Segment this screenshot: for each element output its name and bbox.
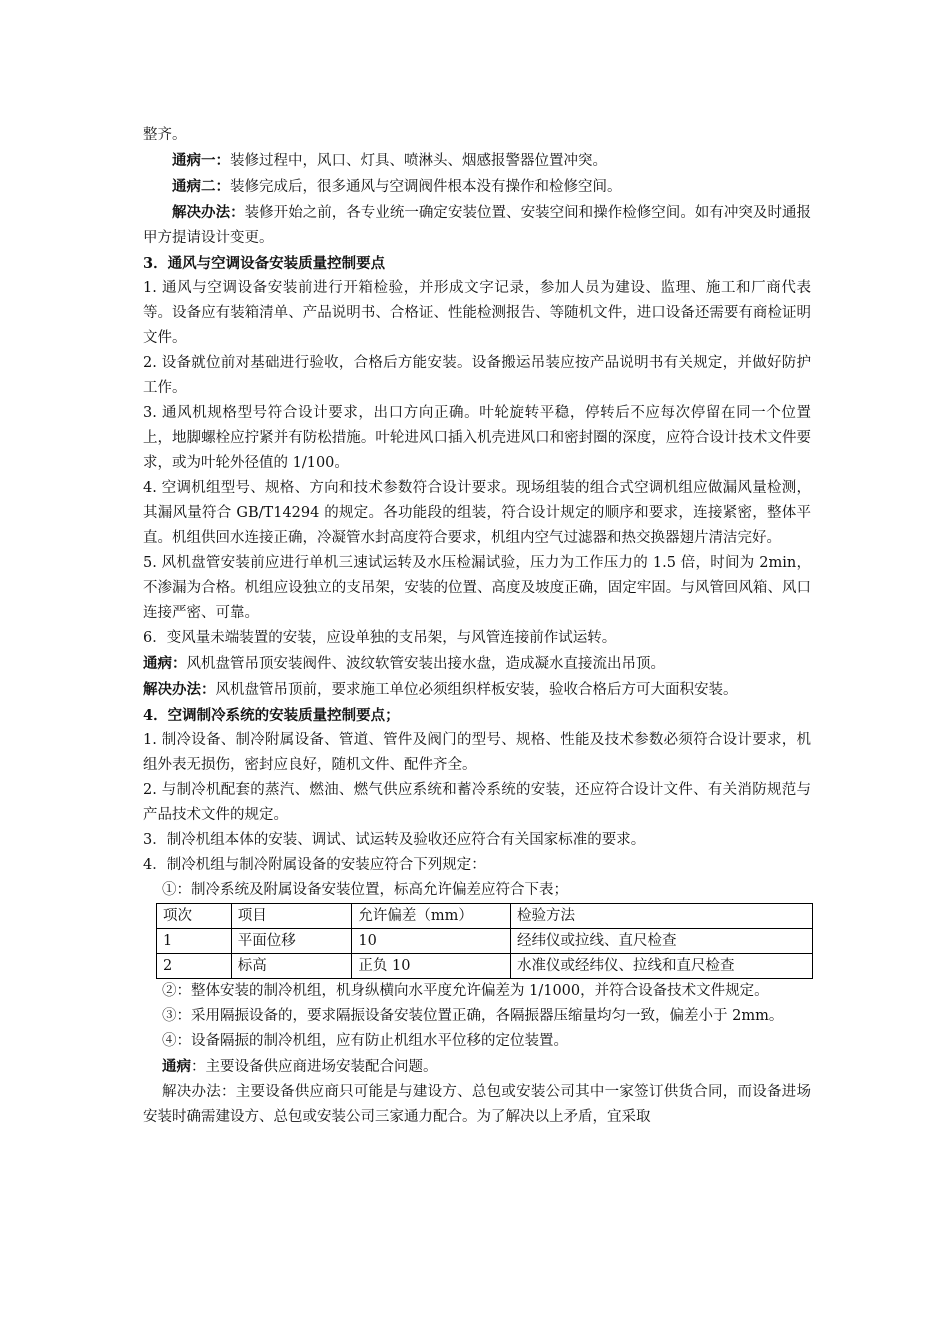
section-4-solution: 解决办法：主要设备供应商只可能是与建设方、总包或安装公司其中一家签订供货合同，而设备进场安装时确需建设方、总包或安装公司三家通力配合。为了解决以上矛盾，宜采取 xyxy=(143,1084,811,1125)
section-4-issue-text: ：主要设备供应商进场安装配合问题。 xyxy=(191,1059,438,1075)
section-3-item-2: 2. 设备就位前对基础进行验收，合格后方能安装。设备搬运吊装应按产品说明书有关规定，并做好防护工作。 xyxy=(143,355,811,396)
table-cell: 标高 xyxy=(231,954,352,979)
section-3-issue-label: 通病： xyxy=(143,655,187,672)
solution-1-text: 装修开始之前，各专业统一确定安装位置、安装空间和操作检修空间。如有冲突及时通报甲方提请设计变更。 xyxy=(143,205,812,246)
table-row xyxy=(157,929,813,954)
section-3-item-5: 5. 风机盘管安装前应进行单机三速试运转及水压检漏试验，压力为工作压力的 1.5 倍，时间为 2min，不渗漏为合格。机组应设独立的支吊架，安装的位置、高度及坡度正确，固定牢固。与风管回风箱、风口连接严密、可靠。 xyxy=(143,555,811,621)
table-header-cell: 检验方法 xyxy=(511,904,813,929)
section-3-item-3: 3. 通风机规格型号符合设计要求，出口方向正确。叶轮旋转平稳，停转后不应每次停留在同一个位置上，地脚螺栓应拧紧并有防松措施。叶轮进风口插入机壳进风口和密封圈的深度，应符合设计技术文件要求，或为叶轮外径值的 1/100。 xyxy=(143,405,811,471)
section-4-item-3: 3．制冷机组本体的安装、调试、试运转及验收还应符合有关国家标准的要求。 xyxy=(143,832,646,848)
tolerance-table xyxy=(156,903,813,979)
section-4-issue xyxy=(143,1054,811,1080)
section-3-heading: 3．通风与空调设备安装质量控制要点 xyxy=(143,255,386,272)
issue-1 xyxy=(143,148,811,174)
issue-2 xyxy=(143,174,811,200)
solution-1 xyxy=(143,200,811,251)
section-4-issue-label: 通病 xyxy=(162,1058,191,1075)
section-4-sub-1: ①：制冷系统及附属设备安装位置，标高允许偏差应符合下表； xyxy=(162,882,568,898)
section-4-sub-2: ②：整体安装的制冷机组，机身纵横向水平度允许偏差为 1/1000，并符合设备技术文件规定。 xyxy=(162,983,769,999)
section-3-solution xyxy=(143,677,811,703)
section-3-issue xyxy=(143,651,811,677)
table-header-cell: 项目 xyxy=(231,904,352,929)
table-cell: 2 xyxy=(157,954,232,979)
issue-1-text: 装修过程中，风口、灯具、喷淋头、烟感报警器位置冲突。 xyxy=(230,153,607,169)
section-4-sub-3: ③：采用隔振设备的，要求隔振设备安装位置正确，各隔振器压缩量均匀一致，偏差小于 2mm。 xyxy=(162,1008,784,1024)
issue-2-label: 通病二： xyxy=(172,178,230,195)
table-cell: 10 xyxy=(352,929,511,954)
table-header-cell: 项次 xyxy=(157,904,232,929)
intro-text: 整齐。 xyxy=(143,127,187,143)
table-row xyxy=(157,954,813,979)
section-3-item-4: 4. 空调机组型号、规格、方向和技术参数符合设计要求。现场组装的组合式空调机组应做漏风量检测，其漏风量符合 GB/T14294 的规定。各功能段的组装，符合设计规定的顺序和要求，连接紧密，整体平直。机组供回水连接正确，冷凝管水封高度符合要求，机组内空气过滤器和热交换器翅片清洁完好。 xyxy=(143,480,811,546)
section-3-solution-text: 风机盘管吊顶前，要求施工单位必须组织样板安装，验收合格后方可大面积安装。 xyxy=(215,682,738,698)
table-cell: 水准仪或经纬仪、拉线和直尺检查 xyxy=(511,954,813,979)
section-4-sub-4: ④：设备隔振的制冷机组，应有防止机组水平位移的定位装置。 xyxy=(162,1033,568,1049)
section-3-solution-label: 解决办法： xyxy=(143,681,216,698)
table-cell: 平面位移 xyxy=(231,929,352,954)
table-header-cell: 允许偏差（mm） xyxy=(352,904,511,929)
table-cell: 经纬仪或拉线、直尺检查 xyxy=(511,929,813,954)
section-3-item-6: 6．变风量未端装置的安装，应设单独的支吊架，与风管连接前作试运转。 xyxy=(143,630,617,646)
issue-1-label: 通病一： xyxy=(172,152,230,169)
table-cell: 正负 10 xyxy=(352,954,511,979)
section-4-item-2: 2. 与制冷机配套的蒸汽、燃油、燃气供应系统和蓄冷系统的安装，还应符合设计文件、有关消防规范与产品技术文件的规定。 xyxy=(143,782,811,823)
section-4-item-4: 4．制冷机组与制冷附属设备的安装应符合下列规定： xyxy=(143,857,486,873)
table-cell: 1 xyxy=(157,929,232,954)
section-3-item-1: 1. 通风与空调设备安装前进行开箱检验，并形成文字记录，参加人员为建设、监理、施工和厂商代表等。设备应有装箱清单、产品说明书、合格证、性能检测报告、等随机文件，进口设备还需要有商检证明文件。 xyxy=(143,280,811,346)
solution-1-label: 解决办法： xyxy=(172,204,245,221)
table-header-row xyxy=(157,904,813,929)
section-3-issue-text: 风机盘管吊顶安装阀件、波纹软管安装出接水盘，造成凝水直接流出吊顶。 xyxy=(186,656,665,672)
document-page xyxy=(143,123,811,1130)
section-4-heading: 4．空调制冷系统的安装质量控制要点； xyxy=(143,707,400,724)
section-4-item-1: 1. 制冷设备、制冷附属设备、管道、管件及阀门的型号、规格、性能及技术参数必须符合设计要求，机组外表无损伤，密封应良好，随机文件、配件齐全。 xyxy=(143,732,811,773)
issue-2-text: 装修完成后，很多通风与空调阀件根本没有操作和检修空间。 xyxy=(230,179,622,195)
